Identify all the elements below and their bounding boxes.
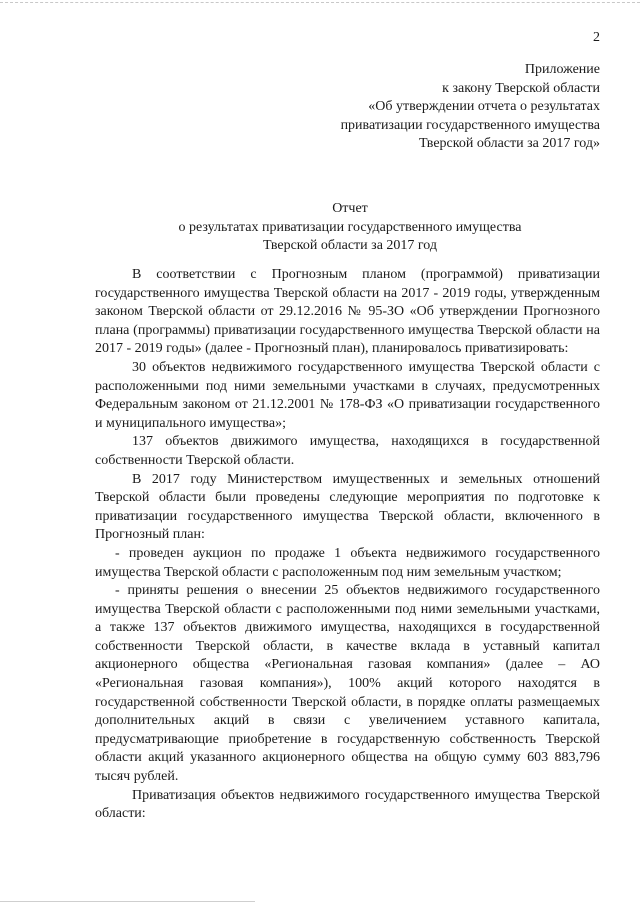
bottom-scan-edge [0,901,255,902]
appendix-line: «Об утверждении отчета о результатах [368,99,600,115]
body-paragraph: 30 объектов недвижимого государственного имущества Тверской области с расположенными под ними земельными участками в случаях, предусмотренных Федеральным законом от 21.12.2001 № 178-ФЗ «О приватизации государственного и муниципального имущества»; [95,359,600,431]
appendix-line: приватизации государственного имущества [340,117,600,133]
page-number: 2 [593,30,600,45]
document-title [60,200,640,256]
list-item: - приняты решения о внесении 25 объектов недвижимого государственного имущества Тверской области с расположенными под ними земельными участками, а также 137 объектов движимого имущества, находящихся в государственной собственности Тверской области, в качестве вклада в уставный капитал акционерного общества «Региональная газовая компания» (далее – АО «Региональная газовая компания»), 100% акций которого находятся в государственной собственности Тверской области, в порядке оплаты размещаемых дополнительных акций в связи с увеличением уставного капитала, предусматривающие приобретение в государственную собственность Тверской области акций указанного акционерного общества на общую сумму 603 883,796 тысяч рублей. [95,583,600,785]
body-paragraph: В 2017 году Министерством имущественных и земельных отношений Тверской области были проведены следующие мероприятия по подготовке к приватизации государственного имущества Тверской области, включенного в Прогнозный план: [95,471,600,543]
document-body [95,266,600,824]
list-item: - проведен аукцион по продаже 1 объекта недвижимого государственного имущества Тверской области с расположенным под ним земельным участком; [95,545,600,580]
body-paragraph: 137 объектов движимого имущества, находящихся в государственной собственности Тверской области. [95,434,600,468]
body-paragraph: В соответствии с Прогнозным планом (программой) приватизации государственного имущества Тверской области на 2017 - 2019 годы, утвержденным законом Тверской области от 29.12.2016 № 95-ЗО «Об утверждении Прогнозного плана (программы) приватизации государственного имущества Тверской области на 2017 - 2019 годы» (далее - Прогнозный план), планировалось приватизировать: [95,267,600,357]
appendix-line: к закону Тверской области [442,80,600,96]
title-line: Тверской области за 2017 год [262,238,438,254]
appendix-line: Тверской области за 2017 год» [418,136,600,152]
top-scan-edge [0,2,640,3]
body-paragraph: Приватизация объектов недвижимого государственного имущества Тверской области: [95,787,600,822]
appendix-header [270,61,600,154]
title-line: о результатах приватизации государственного имущества [178,219,522,235]
title-line: Отчет [332,201,368,216]
appendix-line: Приложение [524,62,600,77]
